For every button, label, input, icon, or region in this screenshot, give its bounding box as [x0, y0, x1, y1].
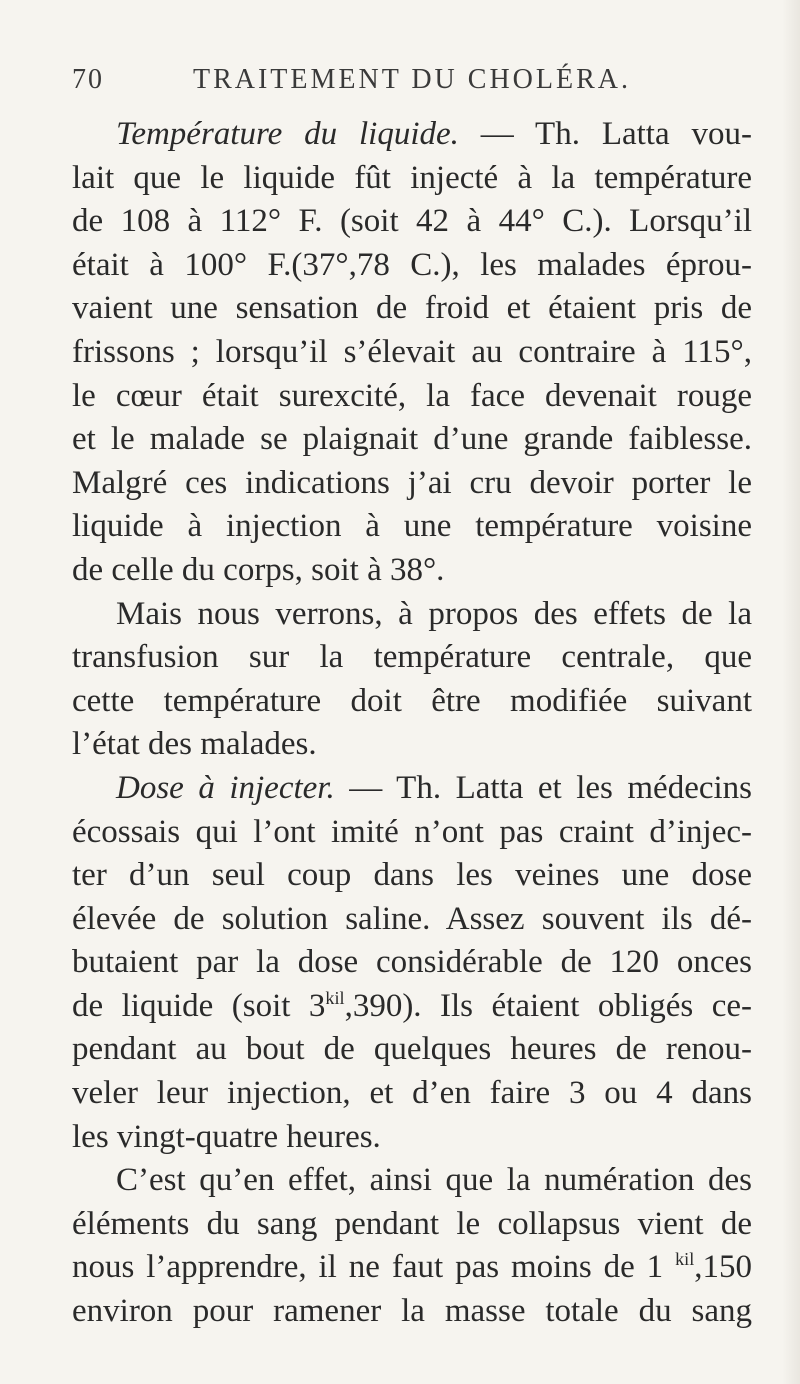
text-line: élevée de solution saline. Assez souvent ils dé- [72, 900, 752, 937]
text-line: liquide à injection à une température voisine [72, 508, 752, 545]
text-line: ter d’un seul coup dans les veines une dose [72, 857, 752, 894]
text-fragment: nous l’apprendre, il ne faut pas moins de 1 [72, 1249, 676, 1286]
section-heading: Dose à injecter. [116, 769, 335, 806]
text-fragment: ,150 [694, 1249, 752, 1286]
text-line [72, 985, 752, 1029]
text-line: éléments du sang pendant le collapsus vient de [72, 1205, 752, 1242]
unit-superscript: kil [675, 1249, 695, 1270]
text-line: le cœur était surexcité, la face devenait rouge [72, 377, 752, 414]
text-line: butaient par la dose considérable de 120 onces [72, 944, 752, 981]
text-line: environ pour ramener la masse totale du sang [72, 1293, 752, 1330]
text-line [72, 1246, 752, 1290]
text-line: Malgré ces indications j’ai cru devoir porter le [72, 464, 752, 501]
text-line: Mais nous verrons, à propos des effets de la [116, 595, 752, 632]
text-line: de celle du corps, soit à 38°. [72, 551, 445, 588]
running-title: TRAITEMENT DU CHOLÉRA. [192, 64, 631, 95]
text-fragment: ,390). Ils étaient obligés ce- [344, 987, 753, 1024]
text-line: vaient une sensation de froid et étaient pris de [72, 290, 752, 327]
text-line: veler leur injection, et d’en faire 3 ou 4 dans [72, 1075, 752, 1112]
running-head [72, 64, 752, 104]
text-line: était à 100° F.(37°,78 C.), les malades éprou- [72, 246, 752, 283]
text-fragment: de liquide (soit 3 [72, 987, 326, 1024]
text-fragment: — Th. Latta et les médecins [334, 769, 752, 806]
text-line: et le malade se plaignait d’une grande faiblesse. [72, 421, 752, 458]
page-edge-shadow [782, 0, 800, 1384]
text-line: écossais qui l’ont imité n’ont pas craint d’injec- [72, 813, 752, 850]
text-line: les vingt-quatre heures. [72, 1118, 381, 1155]
text-line: C’est qu’en effet, ainsi que la numération des [116, 1162, 752, 1199]
text-line: pendant au bout de quelques heures de renou- [72, 1031, 752, 1068]
text-line: transfusion sur la température centrale, que [72, 639, 752, 676]
section-heading: Température du liquide. [116, 116, 459, 152]
body-text [72, 113, 752, 1334]
text-line: lait que le liquide fût injecté à la température [72, 159, 752, 196]
text-line: de 108 à 112° F. (soit 42 à 44° C.). Lorsqu’il [72, 203, 752, 240]
page-number: 70 [72, 64, 104, 95]
unit-superscript: kil [325, 987, 345, 1008]
text-line [72, 113, 752, 157]
text-line [72, 767, 752, 811]
text-line: l’état des malades. [72, 726, 317, 763]
text-fragment: — Th. Latta vou- [458, 116, 752, 152]
text-line: cette température doit être modifiée suivant [72, 682, 752, 719]
text-line: frissons ; lorsqu’il s’élevait au contraire à 115°, [72, 333, 752, 370]
